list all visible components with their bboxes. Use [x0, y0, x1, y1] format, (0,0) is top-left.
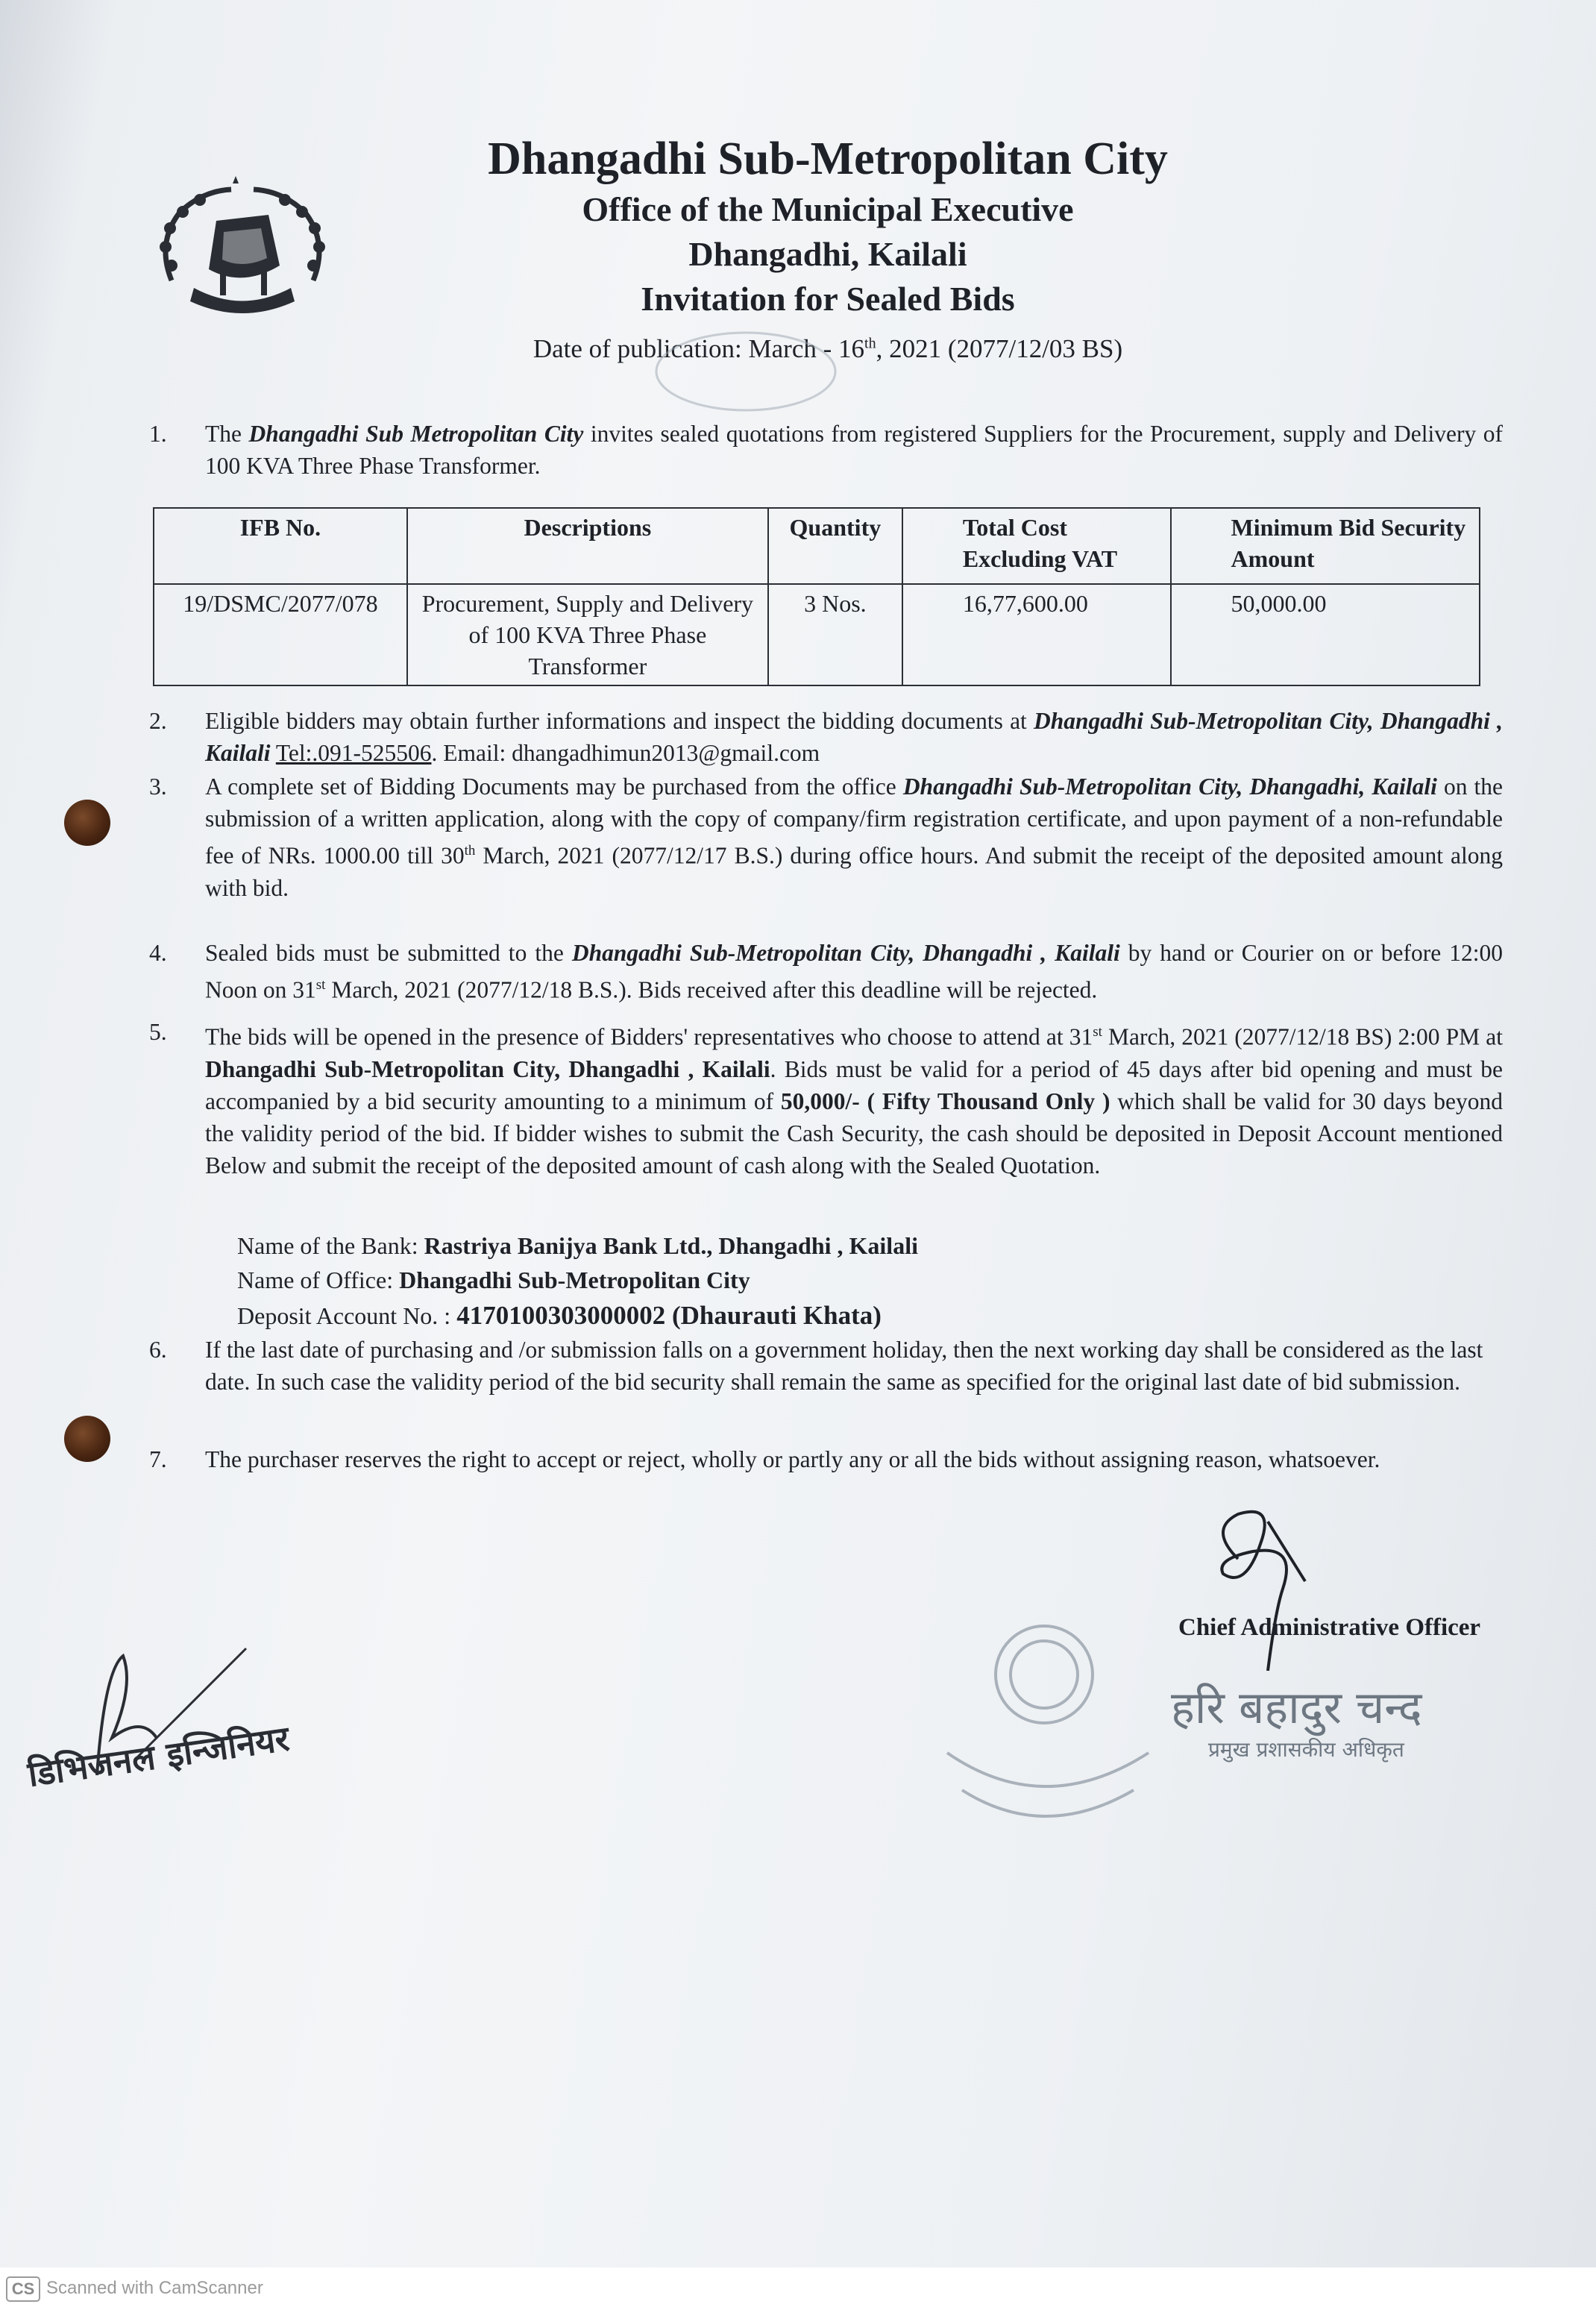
- item-7: 7. The purchaser reserves the right to accept or reject, wholly or partly any or all the bids without assigning reason, whatsoever.: [149, 1446, 1380, 1472]
- table-header: Minimum Bid Security Amount: [1171, 508, 1480, 584]
- punch-hole: [64, 800, 110, 846]
- table-header: Quantity: [768, 508, 902, 584]
- item-2: 2. Eligible bidders may obtain further informations and inspect the bidding documents at Dhangadhi Sub-Metropolitan City, Dhangadhi , Kailali Tel:.091-525506. Email: dhangadhimun2013@gmail.com: [149, 708, 1503, 766]
- camscanner-label: Scanned with CamScanner: [46, 2278, 263, 2298]
- publication-date: Date of publication: March - 16th, 2021 (2077/12/03 BS): [532, 334, 1123, 363]
- svg-text:डिभिजनल इन्जिनियर: डिभिजनल इन्जिनियर: [25, 1718, 292, 1795]
- camscanner-icon: CS: [6, 2276, 40, 2302]
- table-cell: 3 Nos.: [768, 584, 902, 685]
- handwritten-engineer-note: [22, 1626, 410, 1812]
- item-4: 4. Sealed bids must be submitted to the Dhangadhi Sub-Metropolitan City, Dhangadhi , Kailali by hand or Courier on or before 12:00 Noon on 31st March, 2021 (2077/12/18 B.S.). Bids received after this deadline will be rejected.: [149, 940, 1503, 1003]
- item-1: 1. The Dhangadhi Sub Metropolitan City invites sealed quotations from registered Suppliers for the Procurement, supply and Delivery of 100 KVA Three Phase Transformer.: [149, 421, 1503, 479]
- notice-title: Invitation for Sealed Bids: [641, 280, 1015, 318]
- handwritten-name-hindi: [1163, 1663, 1507, 1768]
- faint-stamp-mark: [649, 327, 843, 416]
- svg-text:प्रमुख प्रशासकीय अधिकृत: प्रमुख प्रशासकीय अधिकृत: [1208, 1737, 1404, 1762]
- table-row: [154, 584, 1480, 685]
- table-cell: Procurement, Supply and Delivery of 100 KVA Three Phase Transformer: [407, 584, 768, 685]
- city-title: Dhangadhi Sub-Metropolitan City: [488, 134, 1168, 184]
- item-3: 3. A complete set of Bidding Documents may be purchased from the office Dhangadhi Sub-Metropolitan City, Dhangadhi, Kailali on the submission of a written application, along with the copy of company/firm registration certificate, and upon payment of a non-refundable fee of NRs. 1000.00 till 30th March, 2021 (2077/12/17 B.S.) during office hours. And submit the receipt of the deposited amount along with bid.: [149, 773, 1504, 901]
- office-name-line: Name of Office: Dhangadhi Sub-Metropolitan City: [237, 1267, 750, 1293]
- table-cell: 50,000.00: [1171, 584, 1480, 685]
- bid-table: [153, 507, 1480, 686]
- table-header: IFB No.: [154, 508, 407, 584]
- official-stamp: [932, 1604, 1171, 1850]
- account-line: Deposit Account No. : 4170100303000002 (Dhaurauti Khata): [237, 1301, 882, 1330]
- item-6: 6. If the last date of purchasing and /or submission falls on a government holiday, then the next working day shall be considered as the last date. In such case the validity period of the bid security shall remain the same as specified for the original last date of bid submission.: [149, 1337, 1483, 1395]
- item-5: 5. The bids will be opened in the presence of Bidders' representatives who choose to attend at 31st March, 2021 (2077/12/18 BS) 2:00 PM at Dhangadhi Sub-Metropolitan City, Dhangadhi , Kailali. Bids must be valid for a period of 45 days after bid opening and must be accompanied by a bid security amounting to a minimum of 50,000/- ( Fifty Thousand Only ) which shall be valid for 30 days beyond the validity period of the bid. If bidder wishes to submit the Cash Security, the cash should be deposited in Deposit Account mentioned Below and submit the receipt of the deposited amount of cash along with the Sealed Quotation.: [149, 1019, 1503, 1178]
- location-title: Dhangadhi, Kailali: [688, 235, 967, 273]
- table-cell: 19/DSMC/2077/078: [154, 584, 407, 685]
- svg-text:हरि बहादुर चन्द: हरि बहादुर चन्द: [1171, 1682, 1422, 1734]
- table-header: Descriptions: [407, 508, 768, 584]
- table-header-row: [154, 508, 1480, 584]
- signature-mark: [1193, 1499, 1320, 1671]
- chief-officer-title: Chief Administrative Officer: [1178, 1614, 1481, 1641]
- office-title: Office of the Municipal Executive: [582, 190, 1074, 228]
- table-cell: 16,77,600.00: [902, 584, 1171, 685]
- table-header: Total Cost Excluding VAT: [902, 508, 1171, 584]
- bank-name-line: Name of the Bank: Rastriya Banijya Bank Ltd., Dhangadhi , Kailali: [237, 1232, 918, 1259]
- punch-hole: [64, 1416, 110, 1462]
